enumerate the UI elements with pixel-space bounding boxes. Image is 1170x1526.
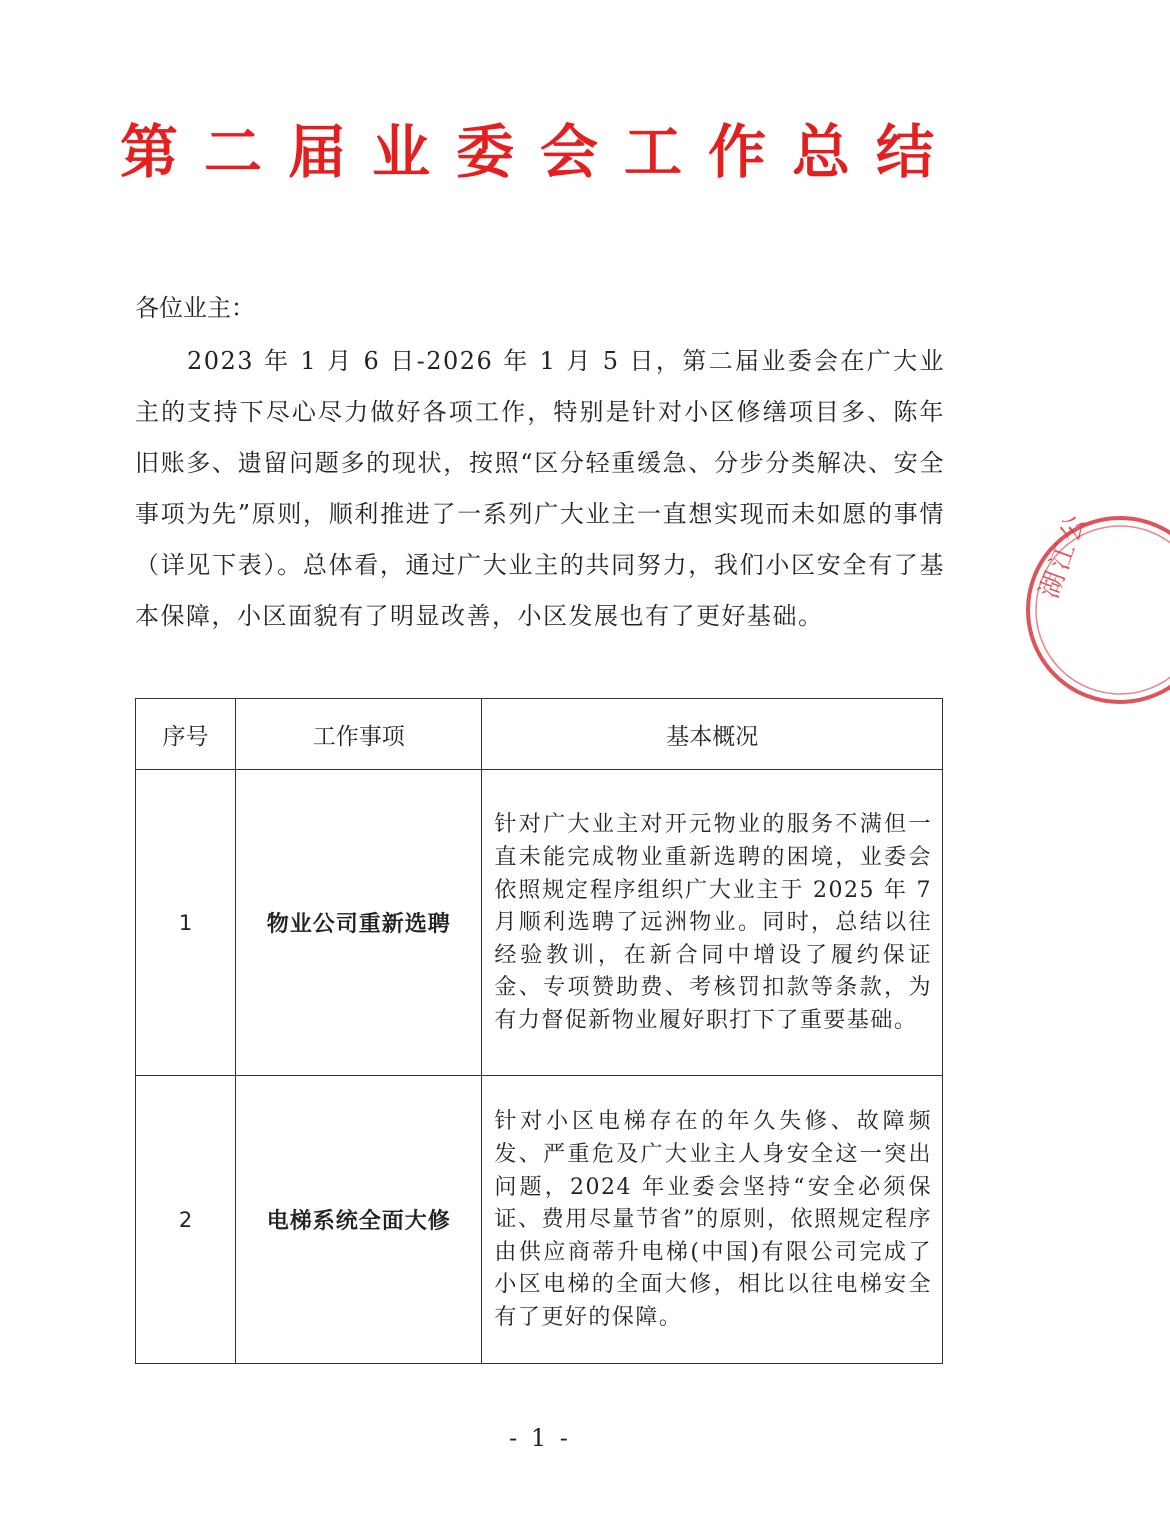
row-no: 2 bbox=[136, 1076, 236, 1364]
header-summary: 基本概况 bbox=[482, 699, 943, 770]
work-summary-table bbox=[135, 698, 943, 1364]
header-no: 序号 bbox=[136, 699, 236, 770]
table-header-row bbox=[136, 699, 943, 770]
document-title: 第二届业委会工作总结 bbox=[119, 118, 960, 186]
page-number: - 1 - bbox=[509, 1424, 571, 1452]
seal-icon bbox=[1010, 507, 1094, 710]
row-summary: 针对广大业主对开元物业的服务不满但一直未能完成物业重新选聘的困境，业委会依照规定程序组织广大业主于 2025 年 7 月顺利选聘了远洲物业。同时，总结以往经验教训，在新合同中增设了履约保证金、专项赞助费、考核罚扣款等条款，为有力督促新物业履好职打下了重要基础。 bbox=[482, 770, 943, 1076]
table-row bbox=[136, 1076, 943, 1364]
row-summary: 针对小区电梯存在的年久失修、故障频发、严重危及广大业主人身安全这一突出问题，2024 年业委会坚持“安全必须保证、费用尽量节省”的原则，依照规定程序由供应商蒂升电梯(中国)有限公司完成了小区电梯的全面大修，相比以往电梯安全有了更好的保障。 bbox=[482, 1076, 943, 1364]
row-item: 电梯系统全面大修 bbox=[236, 1076, 482, 1364]
intro-paragraph: 2023 年 1 月 6 日-2026 年 1 月 5 日，第二届业委会在广大业主的支持下尽心尽力做好各项工作，特别是针对小区修缮项目多、陈年旧账多、遗留问题多的现状，按照“区分轻重缓急、分步分类解决、安全事项为先”原则，顺利推进了一系列广大业主一直想实现而未如愿的事情（详见下表）。总体看，通过广大业主的共同努力，我们小区安全有了基本保障，小区面貌有了明显改善，小区发展也有了更好基础。 bbox=[135, 347, 945, 630]
row-no: 1 bbox=[136, 770, 236, 1076]
row-item: 物业公司重新选聘 bbox=[236, 770, 482, 1076]
header-item: 工作事项 bbox=[236, 699, 482, 770]
table-row bbox=[136, 770, 943, 1076]
seal-text: 湖江公 bbox=[1034, 507, 1094, 603]
salutation: 各位业主： bbox=[135, 294, 255, 322]
